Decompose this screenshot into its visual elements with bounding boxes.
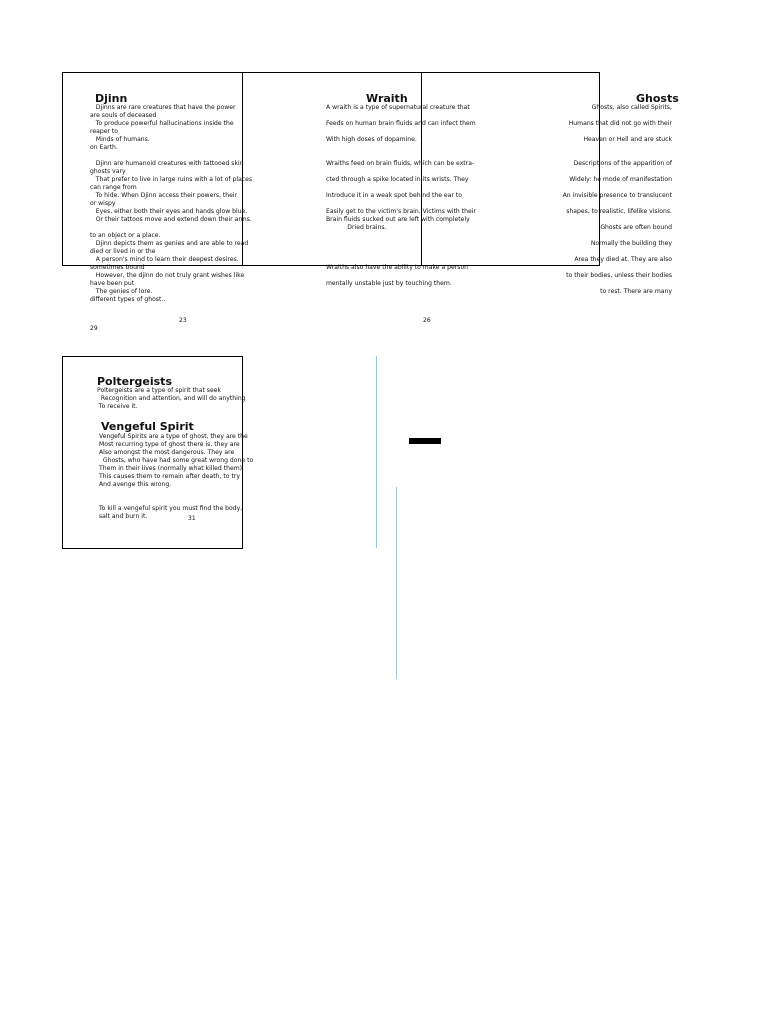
ghosts-line xyxy=(557,112,672,120)
ghosts-line xyxy=(557,264,672,272)
vengeful-line: To kill a vengeful spirit you must find the body, xyxy=(99,505,243,512)
ghosts-line: Widely: he mode of manifestation xyxy=(569,176,672,183)
ghosts-line: Ghosts, also called Spirits, xyxy=(591,104,672,111)
vengeful-line: Vengeful Spirits are a type of ghost, they are the xyxy=(99,433,248,440)
djinn-line: To produce powerful hallucinations inside the xyxy=(90,120,234,127)
djinn-line: However, the djinn do not truly grant wishes like xyxy=(90,272,245,279)
djinn-line: Djinns are rare creatures that have the power xyxy=(90,104,236,111)
djinn-line: Eyes, either both their eyes and hands glow blue. xyxy=(90,208,248,215)
page-number-26: 26 xyxy=(423,317,431,324)
wraith-line xyxy=(326,256,476,264)
wraith-line: mentally unstable just by touching them. xyxy=(326,280,452,287)
wraith-line: Easily get to the victim's brain. Victims with their xyxy=(326,208,476,215)
wraith-line xyxy=(326,152,476,160)
heading-poltergeists: Poltergeists xyxy=(97,375,172,388)
ghosts-line: Area they died at. They are also xyxy=(574,256,672,263)
wraith-line xyxy=(326,240,476,248)
vengeful-line: salt and burn it. xyxy=(99,513,148,520)
djinn-line: That prefer to live in large ruins with a lot of places xyxy=(90,176,253,183)
dash-mark xyxy=(409,438,441,444)
djinn-line: have been put xyxy=(90,280,135,287)
wraith-line: With high doses of dopamine. xyxy=(326,136,417,143)
ghosts-line xyxy=(557,144,672,152)
vengeful-line: Ghosts, who have had some great wrong done to xyxy=(99,457,254,464)
vengeful-line: And avenge this wrong. xyxy=(99,481,172,488)
poltergeists-line: Poltergeists are a type of spirit that seek xyxy=(97,387,221,394)
djinn-line: To hide. When Djinn access their powers, their xyxy=(90,192,238,199)
page-number-23: 23 xyxy=(179,317,187,324)
wraith-line: Wraiths feed on brain fluids, which can be extra- xyxy=(326,160,475,167)
djinn-line: ghosts vary xyxy=(90,168,126,175)
djinn-text xyxy=(90,104,252,304)
vengeful-line xyxy=(99,489,253,497)
ghosts-line xyxy=(557,168,672,176)
djinn-line: Or their tattoos move and extend down their arms. xyxy=(90,216,252,223)
ghosts-line: An invisible presence to translucent xyxy=(562,192,672,199)
djinn-line xyxy=(90,152,252,160)
djinn-line: Djinn are humanoid creatures with tattooed skin xyxy=(90,160,244,167)
wraith-line: Feeds on human brain fluids and can infect them xyxy=(326,120,476,127)
wraith-line: Brain fluids sucked out are left with completely xyxy=(326,216,470,223)
ghosts-line: to their bodies, unless their bodies xyxy=(566,272,672,279)
wraith-line xyxy=(326,248,476,256)
wraith-line: A wraith is a type of supernatural creature that xyxy=(326,104,470,111)
guide-line-2 xyxy=(396,487,397,679)
ghosts-line xyxy=(557,184,672,192)
ghosts-line: Humans that did not go with their xyxy=(568,120,672,127)
ghosts-line: Descriptions of the apparition of xyxy=(573,160,672,167)
heading-djinn: Djinn xyxy=(95,92,128,105)
ghosts-line: to rest. There are many xyxy=(600,288,672,295)
djinn-line: to an object or a place. xyxy=(90,232,161,239)
wraith-line xyxy=(326,144,476,152)
djinn-line: died or lived in or the xyxy=(90,248,156,255)
djinn-line: Minds of humans. xyxy=(90,136,150,143)
djinn-line: can range from xyxy=(90,184,137,191)
ghosts-line xyxy=(557,232,672,240)
ghosts-line xyxy=(557,128,672,136)
djinn-line: on Earth. xyxy=(90,144,118,151)
wraith-line xyxy=(326,168,476,176)
djinn-line: or wispy xyxy=(90,200,116,207)
vengeful-line: Them in their lives (normally what killed them). xyxy=(99,465,244,472)
wraith-line xyxy=(326,232,476,240)
djinn-line: A person's mind to learn their deepest desires. xyxy=(90,256,239,263)
djinn-line: different types of ghost.. xyxy=(90,296,166,303)
ghosts-line: Heaven or Hell and are stuck xyxy=(583,136,672,143)
wraith-line: Introduce it in a weak spot behind the ear to xyxy=(326,192,462,199)
vengeful-line xyxy=(99,497,253,505)
wraith-text xyxy=(326,104,476,288)
heading-wraith: Wraith xyxy=(366,92,408,105)
ghosts-text xyxy=(557,104,672,296)
djinn-line: Djinn depicts them as genies and are able to read xyxy=(90,240,249,247)
wraith-line: Wraiths also have the ability to make a person xyxy=(326,264,469,271)
poltergeists-line: Recognition and attention, and will do anything xyxy=(97,395,246,402)
heading-vengeful-spirit: Vengeful Spirit xyxy=(101,420,194,433)
page-number-31: 31 xyxy=(188,515,196,522)
vengeful-line: This causes them to remain after death, to try xyxy=(99,473,240,480)
vengeful-line: Most recurring type of ghost there is, they are xyxy=(99,441,240,448)
ghosts-line: shapes, to realistic, lifelike visions. xyxy=(566,208,672,215)
djinn-line: reaper to xyxy=(90,128,119,135)
poltergeists-line: To receive it. xyxy=(97,403,138,410)
guide-line-1 xyxy=(376,356,377,548)
wraith-line xyxy=(326,184,476,192)
ghosts-line xyxy=(557,216,672,224)
ghosts-line xyxy=(557,152,672,160)
wraith-line xyxy=(326,272,476,280)
djinn-line: are souls of deceased xyxy=(90,112,157,119)
wraith-line: Dried brains. xyxy=(326,224,387,231)
ghosts-line xyxy=(557,248,672,256)
poltergeists-text xyxy=(97,387,246,411)
wraith-line xyxy=(326,112,476,120)
wraith-line: cted through a spike located in its wrists. They xyxy=(326,176,469,183)
djinn-line: The genies of lore. xyxy=(90,288,153,295)
djinn-line: sometimes bound xyxy=(90,264,145,271)
ghosts-line xyxy=(557,280,672,288)
djinn-line xyxy=(90,224,252,232)
ghosts-line xyxy=(557,200,672,208)
ghosts-line: Normally the building they xyxy=(590,240,672,247)
ghosts-line: Ghosts are often bound xyxy=(600,224,672,231)
wraith-line xyxy=(326,128,476,136)
page-number-29: 29 xyxy=(90,325,98,332)
heading-ghosts: Ghosts xyxy=(636,92,679,105)
vengeful-line: Also amongst the most dangerous. They are xyxy=(99,449,235,456)
vengeful-text xyxy=(99,433,253,521)
wraith-line xyxy=(326,200,476,208)
